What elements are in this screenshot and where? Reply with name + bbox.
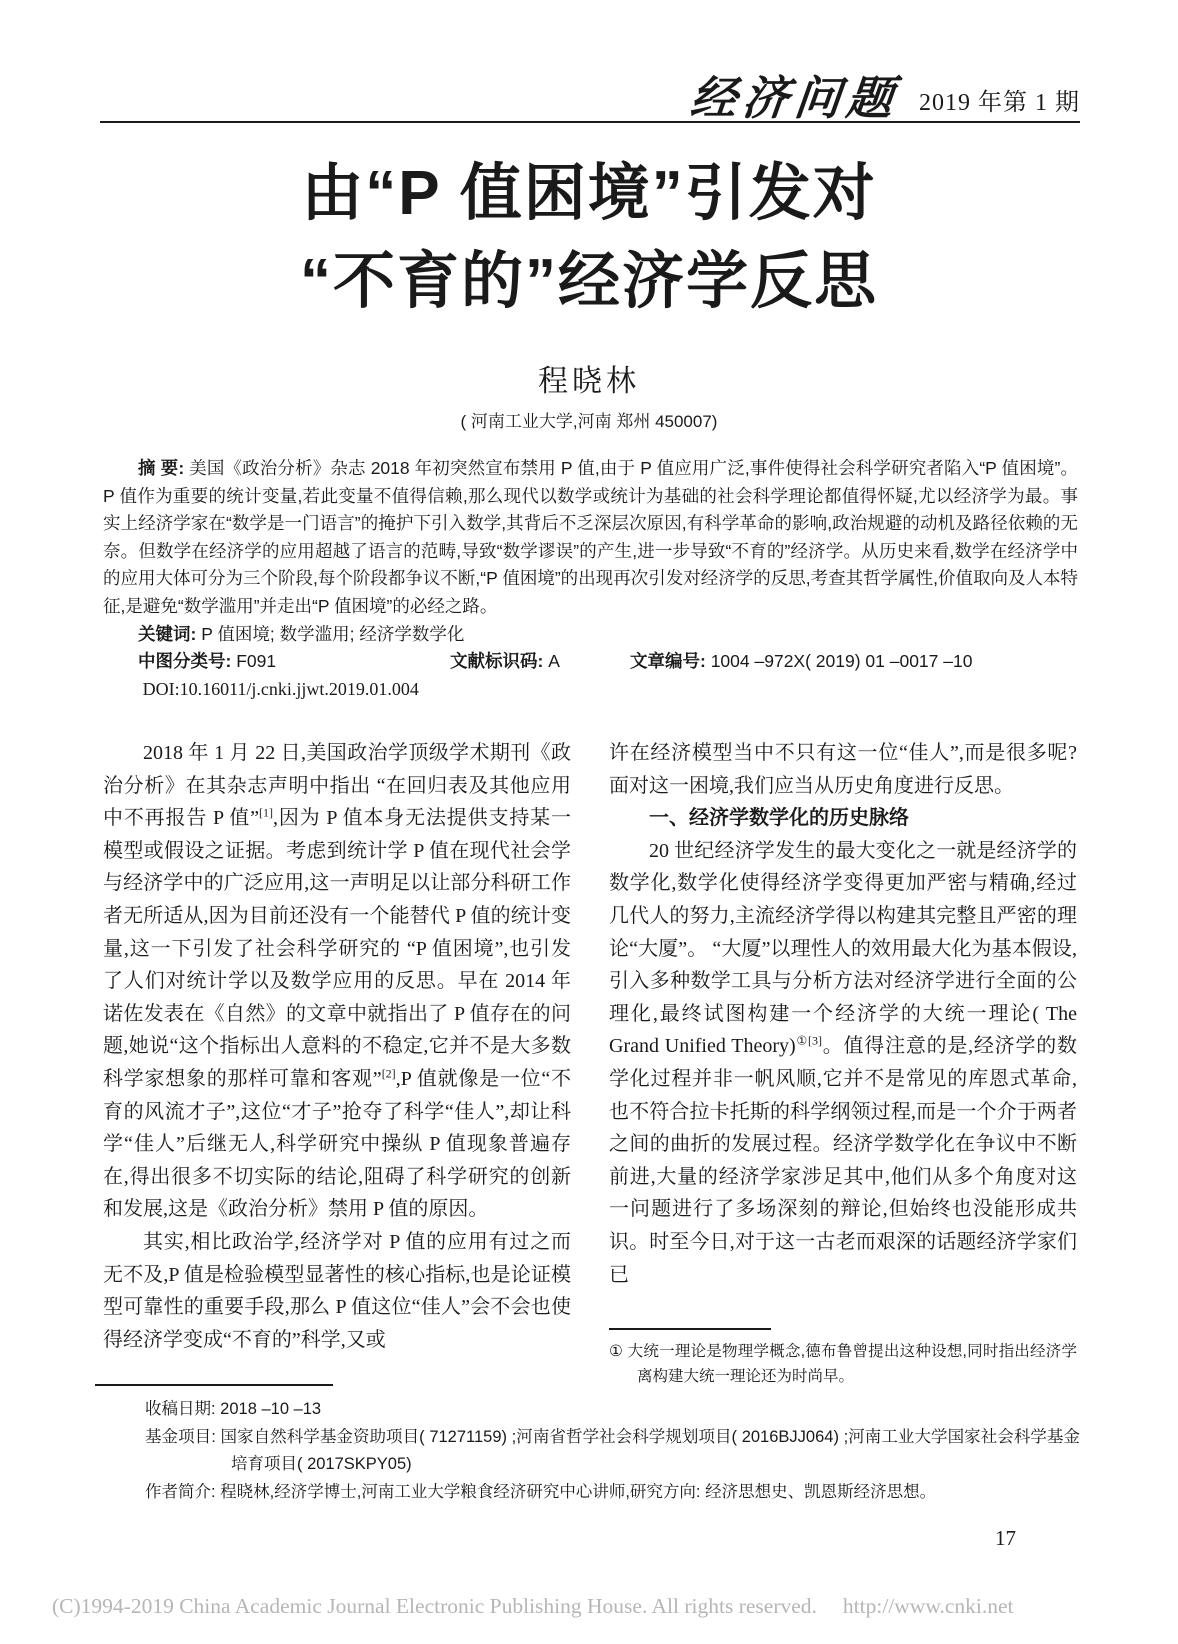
article-id-label: 文章编号: <box>630 651 711 672</box>
watermark-copyright: (C)1994-2019 China Academic Journal Electronic Publishing House. All rights reserved. <box>52 1594 817 1618</box>
ref-1-superscript: [1] <box>259 805 273 820</box>
journal-issue: 2019 年第 1 期 <box>919 90 1080 116</box>
body-paragraph-3 <box>609 835 1077 1291</box>
doc-code-value: A <box>548 651 560 672</box>
paragraph-text: 20 世纪经济学发生的最大变化之一就是经济学的数学化,数学化使得经济学变得更加严密与精确,经过几代人的努力,主流经济学得以构建其完整且严密的理论“大厦”。 “大厦”以理性人的效用最大化为基本假设,引入多种数学工具与分析方法对经济学进行全面的公理化,最终试图构建一个经济学的大统一理论( The Grand Unified Theory) <box>609 839 1077 1058</box>
right-column <box>609 737 1077 1389</box>
abstract-label: 摘 要: <box>138 458 185 478</box>
footnote-text: ① 大统一理论是物理学概念,德布鲁曾提出这种设想,同时指出经济学离构建大统一理论还为时尚早。 <box>609 1343 1077 1385</box>
received-date-label: 收稿日期: <box>145 1400 221 1418</box>
doc-code-label: 文献标识码: <box>450 651 549 672</box>
footnote-1-superscript: ① <box>795 1033 808 1048</box>
fund-project-line <box>145 1424 1080 1479</box>
keywords-label: 关键词: <box>138 623 197 644</box>
received-date-value: 2018 –10 –13 <box>220 1400 322 1418</box>
article-id-value: 1004 –972X( 2019) 01 –0017 –10 <box>710 651 973 672</box>
ref-3-superscript: [3] <box>807 1033 822 1048</box>
body-paragraph-1 <box>103 737 571 1226</box>
doi-line: DOI:10.16011/j.cnki.jjwt.2019.01.004 <box>142 678 419 699</box>
body-paragraph-2: 其实,相比政治学,经济学对 P 值的应用有过之而无不及,P 值是检验模型显著性的核心指标,也是论证模型可靠性的重要手段,那么 P 值这位“佳人”会不会也使得经济学变成“不育的”科学,又或 <box>103 1230 571 1351</box>
page-number: 17 <box>995 1526 1016 1550</box>
body-paragraph-continuation: 许在经济模型当中不只有这一位“佳人”,而是很多呢? 面对这一困境,我们应当从历史角度进行反思。 <box>609 742 1077 797</box>
received-date-line <box>145 1396 1080 1424</box>
journal-header <box>100 62 1080 128</box>
paragraph-text: ,因为 P 值本身无法提供支持某一模型或假设之证据。考虑到统计学 P 值在现代社会学与经济学中的广泛应用,这一声明足以让部分科研工作者无所适从,因为目前还没有一个能替代 P 值的统计变量,这一下引发了社会科学研究的 “P 值困境”,也引发了人们对统计学以及数学应用的反思。早在 2014 年诺佐发表在《自然》的文章中就指出了 P 值存在的问题,她说“这个指标出人意料的不稳定,它并不是大多数科学家想象的那样可靠和客观” <box>103 807 571 1090</box>
paragraph-text: 。值得注意的是,经济学的数学化过程并非一帆风顺,它并不是常见的库恩式革命,也不符合拉卡托斯的科学纲领过程,而是一个介于两者之间的曲折的发展过程。经济学数学化在争议中不断前进,大量的经济学家涉足其中,他们从多个角度对这一问题进行了多场深刻的辩论,但始终也没能形成共识。时至今日,对于这一古老而艰深的话题经济学家们已 <box>609 1035 1077 1286</box>
abstract <box>103 455 1078 621</box>
keywords-text: P 值困境; 数学滥用; 经济学数学化 <box>201 623 465 644</box>
front-matter <box>103 455 1078 703</box>
paper-notes <box>145 1396 1080 1506</box>
fund-project-value: 国家自然科学基金资助项目( 71271159) ;河南省哲学社会科学规划项目( 2016BJJ064) ;河南工业大学国家社会科学基金培育项目( 2017SKPY05) <box>220 1427 1080 1473</box>
paragraph-text: 2018 年 1 月 22 日,美国政治学顶级学术期刊《政治分析》在其杂志声明中指出 “在回归表及其他应用中不再报告 P 值” <box>103 742 571 830</box>
author-bio-line <box>145 1479 1080 1507</box>
ref-2-superscript: [2] <box>381 1066 396 1081</box>
abstract-text: 美国《政治分析》杂志 2018 年初突然宣布禁用 P 值,由于 P 值应用广泛,事件使得社会科学研究者陷入“P 值困境”。P 值作为重要的统计变量,若此变量不值得信赖,那么现代以数学或统计为基础的社会科学理论都值得怀疑,尤以经济学为最。事实上经济学家在“数学是一门语言”的掩护下引入数学,其背后不乏深层次原因,有科学革命的影响,政治规避的动机及路径依赖的无奈。但数学在经济学的应用超越了语言的范畴,导致“数学谬误”的产生,进一步导致“不育的”经济学。从历史来看,数学在经济学中的应用大体可分为三个阶段,每个阶段都争议不断,“P 值困境”的出现再次引发对经济学的反思,考查其哲学属性,价值取向及人本特征,是避免“数学滥用”并走出“P 值困境”的必经之路。 <box>103 458 1078 616</box>
clc-label: 中图分类号: <box>138 651 237 672</box>
author-bio-label: 作者简介: <box>145 1482 221 1501</box>
watermark-url: http://www.cnki.net <box>842 1594 1014 1618</box>
clc-item <box>138 648 450 676</box>
footnote-block <box>609 1328 1077 1389</box>
left-column <box>103 737 571 1389</box>
cnki-watermark <box>52 1594 1162 1619</box>
author-name: 程晓林 <box>538 365 640 398</box>
article-title-line2: “不育的”经济学反思 <box>299 247 878 316</box>
body-columns <box>103 737 1078 1389</box>
footnote-divider <box>609 1328 771 1330</box>
article-id-item <box>630 651 972 671</box>
paragraph-text: ,P 值就像是一位“不育的风流才子”,这位“才子”抢夺了科学“佳人”,却让科学“佳人”后继无人,科学研究中操纵 P 值现象普遍存在,得出很多不切实际的结论,阻碍了科学研究的创新和发展,这是《政治分析》禁用 P 值的原因。 <box>103 1067 571 1221</box>
footer-divider <box>95 1384 333 1386</box>
section-heading: 一、经济学数学化的历史脉络 <box>649 807 909 830</box>
journal-logo: 经济问题 <box>687 71 902 125</box>
classification-line <box>103 648 1078 676</box>
fund-project-label: 基金项目: <box>145 1427 221 1446</box>
keywords-line <box>103 621 1078 649</box>
author-bio-value: 程晓林,经济学博士,河南工业大学粮食经济研究中心讲师,研究方向: 经济思想史、凯恩斯经济思想。 <box>220 1482 937 1501</box>
header-divider <box>100 121 1080 123</box>
clc-value: F091 <box>236 651 277 672</box>
article-title <box>0 150 1178 326</box>
article-title-line1: 由“P 值困境”引发对 <box>301 159 877 228</box>
doc-code-item <box>450 648 630 676</box>
author-affiliation: ( 河南工业大学,河南 郑州 450007) <box>460 412 718 431</box>
